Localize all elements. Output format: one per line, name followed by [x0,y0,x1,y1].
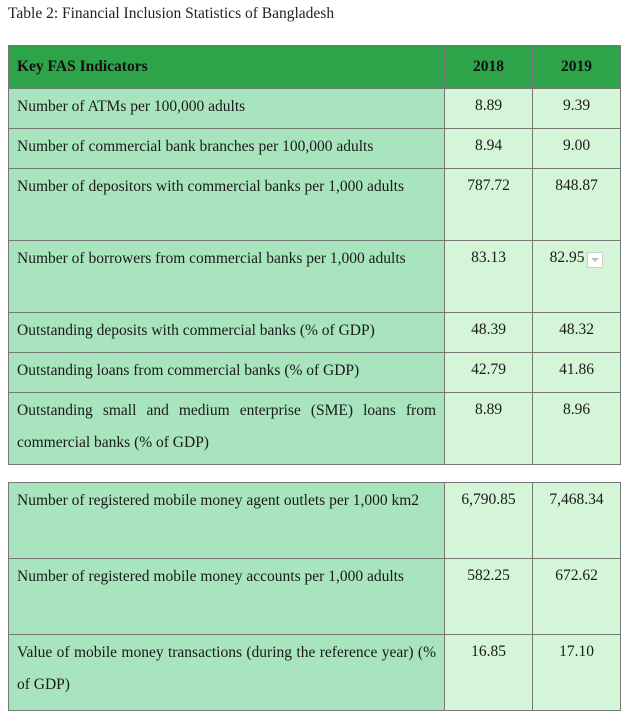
indicator-cell: Value of mobile money transactions (during the reference year) (% of GDP) [17,644,436,693]
value-2019-text: 82.95 [549,249,585,266]
table-row [9,313,621,353]
indicator-cell: Outstanding loans from commercial banks (% of GDP) [17,362,360,379]
value-2019-cell [533,241,620,266]
table-row [9,483,621,559]
table-row [9,241,621,313]
indicator-cell: Number of commercial bank branches per 100,000 adults [17,138,374,155]
value-2018-cell: 6,790.85 [461,491,516,508]
table-caption: Table 2: Financial Inclusion Statistics of Bangladesh [8,5,335,22]
value-2018-cell: 8.89 [474,97,503,114]
header-2018: 2018 [445,46,533,89]
table-row [9,559,621,635]
value-2018-cell: 582.25 [467,567,510,584]
indicator-cell: Number of borrowers from commercial banks per 1,000 adults [17,250,406,267]
value-2019-cell: 848.87 [555,177,598,194]
indicator-cell: Number of ATMs per 100,000 adults [17,98,246,115]
value-2018-cell: 8.89 [474,401,503,418]
mobile-money-table [8,482,621,711]
table-row [9,635,621,711]
indicator-cell: Outstanding deposits with commercial banks (% of GDP) [17,322,375,339]
value-2018-cell: 83.13 [471,249,506,266]
indicator-cell: Number of registered mobile money agent outlets per 1,000 km2 [17,492,420,509]
value-2019-cell: 9.39 [562,97,591,114]
value-2018-cell: 8.94 [474,137,503,154]
indicator-cell: Number of registered mobile money accounts per 1,000 adults [17,568,404,585]
header-2019: 2019 [533,46,621,89]
value-2019-cell: 7,468.34 [549,491,604,508]
indicator-cell: Outstanding small and medium enterprise (SME) loans from commercial banks (% of GDP) [17,402,436,451]
table-row [9,353,621,393]
value-2019-cell: 9.00 [562,137,591,154]
value-2019-cell: 48.32 [559,321,594,338]
header-indicator: Key FAS Indicators [9,46,445,89]
dropdown-caret-icon[interactable] [587,252,603,268]
table-row [9,393,621,465]
indicator-cell: Number of depositors with commercial banks per 1,000 adults [17,178,404,195]
value-2019-cell: 41.86 [559,361,594,378]
value-2018-cell: 16.85 [471,643,506,660]
value-2019-cell: 8.96 [562,401,591,418]
table-row [9,169,621,241]
value-2018-cell: 787.72 [467,177,510,194]
value-2019-cell: 672.62 [555,567,598,584]
fas-indicators-table [8,45,621,465]
value-2018-cell: 48.39 [471,321,506,338]
table-row [9,129,621,169]
value-2018-cell: 42.79 [471,361,506,378]
value-2019-cell: 17.10 [559,643,594,660]
